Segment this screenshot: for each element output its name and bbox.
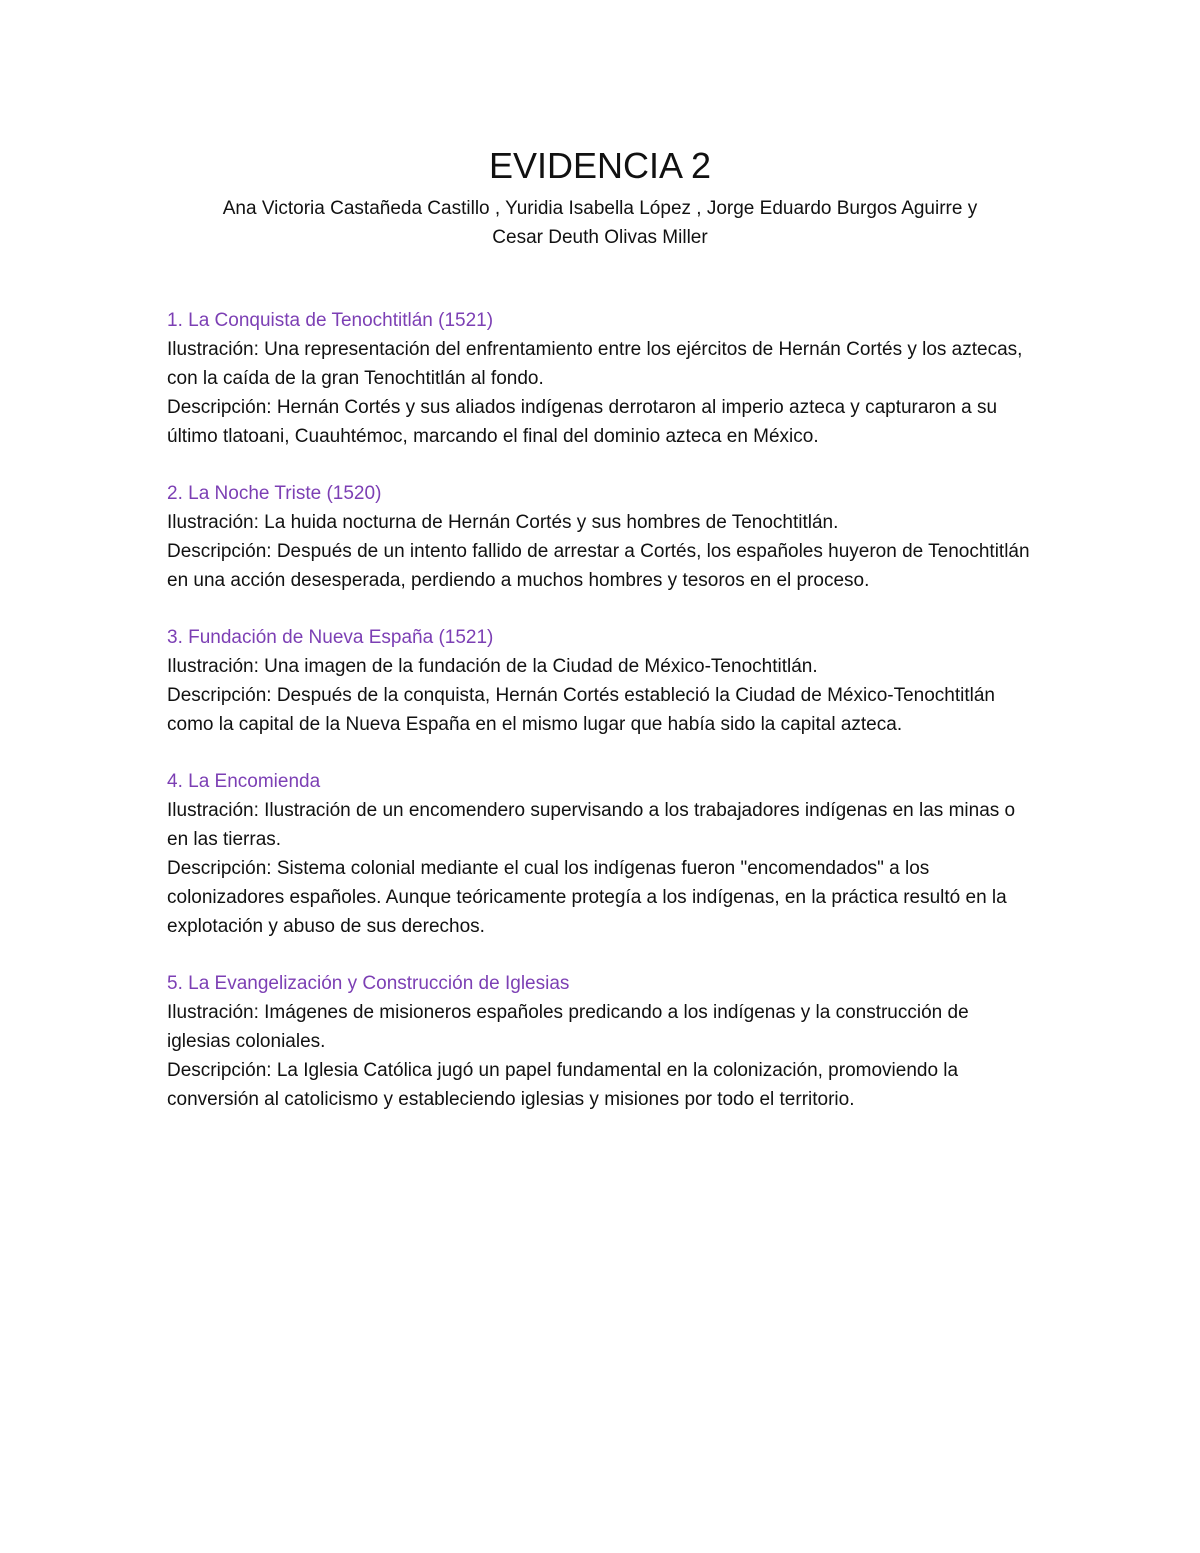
section-heading: 3. Fundación de Nueva España (1521) xyxy=(167,627,494,648)
section-illustration: Ilustración: Imágenes de misioneros españoles predicando a los indígenas y la construcción de iglesias coloniales. xyxy=(167,1002,969,1052)
section-heading: 4. La Encomienda xyxy=(167,771,321,792)
document-body xyxy=(167,306,1037,1142)
section-encomienda xyxy=(167,767,1037,941)
section-illustration: Ilustración: La huida nocturna de Hernán Cortés y sus hombres de Tenochtitlán. xyxy=(167,512,839,533)
section-heading: 1. La Conquista de Tenochtitlán (1521) xyxy=(167,310,494,331)
section-description: Descripción: Sistema colonial mediante el cual los indígenas fueron "encomendados" a los colonizadores españoles. Aunque teóricamente protegía a los indígenas, en la práctica resultó en la explotación y abuso de sus derechos. xyxy=(167,858,1007,937)
section-illustration: Ilustración: Una imagen de la fundación de la Ciudad de México-Tenochtitlán. xyxy=(167,656,818,677)
section-description: Descripción: Después de la conquista, Hernán Cortés estableció la Ciudad de México-Tenochtitlán como la capital de la Nueva España en el mismo lugar que había sido la capital azteca. xyxy=(167,685,996,735)
section-evangelizacion xyxy=(167,969,1037,1114)
section-fundacion xyxy=(167,623,1037,739)
section-illustration: Ilustración: Ilustración de un encomendero supervisando a los trabajadores indígenas en las minas o en las tierras. xyxy=(167,800,1016,850)
section-description: Descripción: La Iglesia Católica jugó un papel fundamental en la colonización, promoviendo la conversión al catolicismo y estableciendo iglesias y misiones por todo el territorio. xyxy=(167,1060,959,1110)
section-heading: 5. La Evangelización y Construcción de Iglesias xyxy=(167,973,570,994)
authors-block xyxy=(150,194,1050,252)
section-description: Descripción: Después de un intento fallido de arrestar a Cortés, los españoles huyeron de Tenochtitlán en una acción desesperada, perdiendo a muchos hombres y tesoros en el proceso. xyxy=(167,541,1030,591)
document-title: EVIDENCIA 2 xyxy=(488,145,712,186)
section-noche-triste xyxy=(167,479,1037,595)
section-illustration: Ilustración: Una representación del enfrentamiento entre los ejércitos de Hernán Cortés y los aztecas, con la caída de la gran Tenochtitlán al fondo. xyxy=(167,339,1023,389)
authors-line-1: Ana Victoria Castañeda Castillo , Yuridia Isabella López , Jorge Eduardo Burgos Aguirre y xyxy=(222,198,978,219)
section-description: Descripción: Hernán Cortés y sus aliados indígenas derrotaron al imperio azteca y capturaron a su último tlatoani, Cuauhtémoc, marcando el final del dominio azteca en México. xyxy=(167,397,998,447)
section-heading: 2. La Noche Triste (1520) xyxy=(167,483,382,504)
section-conquista xyxy=(167,306,1037,451)
authors-line-2: Cesar Deuth Olivas Miller xyxy=(492,227,708,248)
